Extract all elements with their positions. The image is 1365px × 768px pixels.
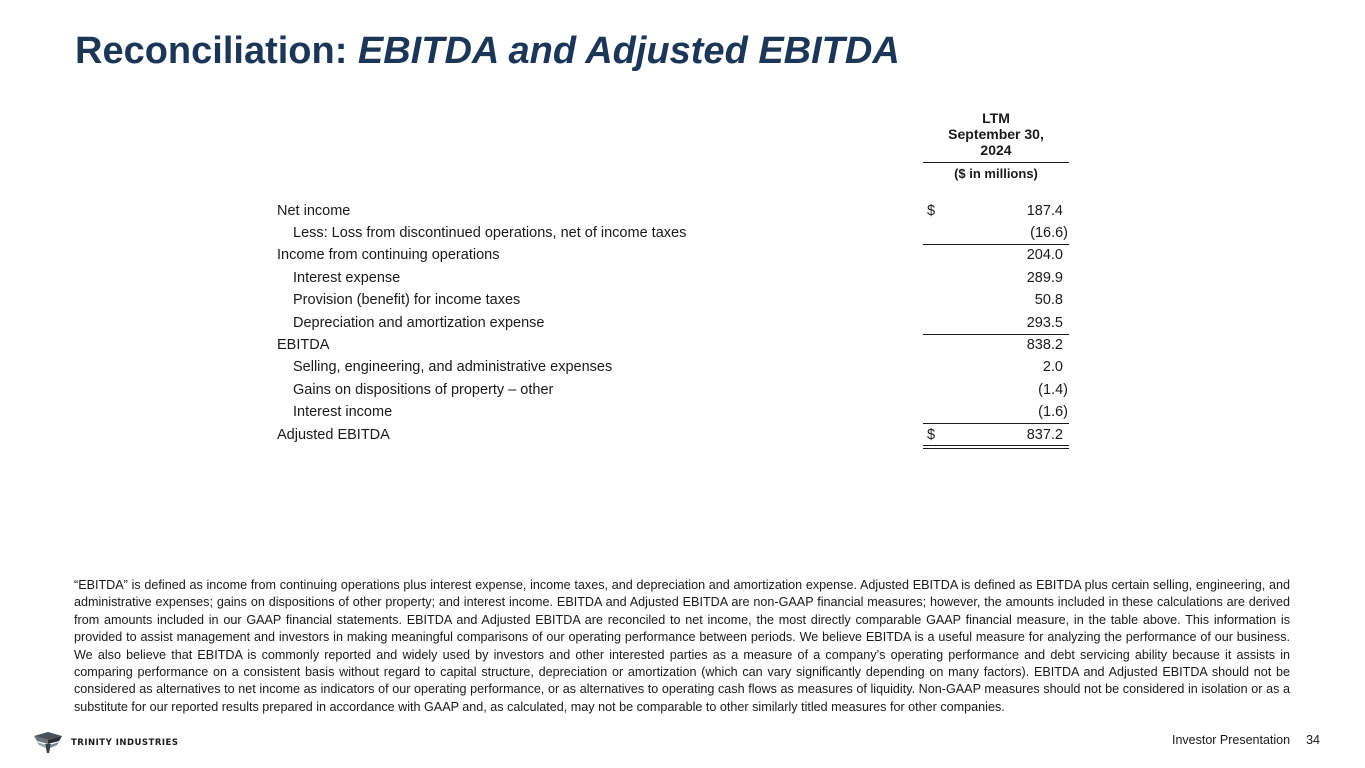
row-value: 204.0	[1026, 247, 1063, 263]
row-value: 289.9	[1026, 270, 1063, 286]
company-logo	[33, 732, 179, 754]
row-label: Interest income	[293, 404, 393, 420]
row-value: 293.5	[1026, 315, 1063, 331]
table-row-gains-dispositions	[0, 380, 1365, 402]
row-value: (16.6)	[1030, 225, 1068, 241]
row-value: 837.2	[1026, 427, 1063, 443]
table-row-interest-expense	[0, 268, 1365, 290]
page-title	[75, 30, 900, 73]
currency-symbol: $	[927, 427, 936, 443]
row-value: 838.2	[1026, 337, 1063, 353]
row-value: (1.4)	[1038, 382, 1068, 398]
column-header-units: ($ in millions)	[954, 166, 1038, 181]
row-value: 2.0	[1042, 359, 1063, 375]
subtotal-rule	[923, 423, 1069, 424]
table-row-sea-expenses	[0, 357, 1365, 379]
column-header-rule	[923, 162, 1069, 163]
row-label: Adjusted EBITDA	[277, 427, 390, 443]
table-row-net-income	[0, 201, 1365, 223]
table-row-interest-income	[0, 402, 1365, 424]
row-value: 50.8	[1034, 292, 1063, 308]
row-label: Less: Loss from discontinued operations, net of income taxes	[293, 225, 687, 241]
ebitda-definition-footnote: “EBITDA” is defined as income from continuing operations plus interest expense, income taxes, and depreciation and amortization expense. Adjusted EBITDA is defined as EBITDA plus certain selling, engineering, and administrative expenses; gains on dispositions of other property; and interest income. EBITDA and Adjusted EBITDA are non-GAAP financial measures; however, the amounts included in these calculations are derived from amounts included in our GAAP financial statements. EBITDA and Adjusted EBITDA are reconciled to net income, the most directly comparable GAAP financial measure, in the table above. This information is provided to assist management and investors in making meaningful comparisons of our operating performance between periods. We believe EBITDA is a useful measure for analyzing the performance of our business. We also believe that EBITDA is commonly reported and widely used by investors and other interested parties as a measure of a company’s operating performance and debt servicing ability because it assists in comparing performance on a consistent basis without regard to capital structure, depreciation or amortization (which can vary significantly depending on many factors). EBITDA and Adjusted EBITDA should not be considered as alternatives to net income as indicators of our operating performance, or as alternatives to operating cash flows as measures of liquidity. Non-GAAP measures should not be considered in isolation or as a substitute for our reported results prepared in accordance with GAAP and, as calculated, may not be comparable to other similarly titled measures for other companies.	[74, 578, 1290, 714]
logo-wordmark: TRINITY INDUSTRIES	[71, 738, 179, 748]
column-header	[923, 110, 1069, 181]
table-row-income-taxes	[0, 290, 1365, 312]
table-row-ebitda	[0, 335, 1365, 357]
table-row-discontinued-ops	[0, 223, 1365, 245]
table-row-adjusted-ebitda	[0, 425, 1365, 447]
column-header-date: September 30,	[948, 126, 1044, 142]
row-label: Income from continuing operations	[277, 247, 500, 263]
row-value: 187.4	[1026, 203, 1063, 219]
table-row-continuing-ops	[0, 245, 1365, 267]
currency-symbol: $	[927, 203, 936, 219]
trinity-logo-icon	[33, 732, 63, 754]
title-emphasis: EBITDA and Adjusted EBITDA	[357, 30, 900, 72]
row-label: Depreciation and amortization expense	[293, 315, 545, 331]
column-header-period: LTM	[982, 110, 1010, 126]
total-double-rule	[923, 445, 1069, 449]
row-label: Provision (benefit) for income taxes	[293, 292, 521, 308]
row-label: Net income	[277, 203, 351, 219]
row-value: (1.6)	[1038, 404, 1068, 420]
table-row-depreciation	[0, 313, 1365, 335]
page-number: 34	[1306, 733, 1320, 747]
row-label: Interest expense	[293, 270, 401, 286]
column-header-year: 2024	[980, 142, 1012, 158]
footer	[1172, 733, 1320, 747]
row-label: Selling, engineering, and administrative expenses	[293, 359, 613, 375]
row-label: EBITDA	[277, 337, 330, 353]
title-main: Reconciliation:	[75, 30, 358, 72]
row-label: Gains on dispositions of property – other	[293, 382, 554, 398]
footer-section-label: Investor Presentation	[1171, 733, 1291, 747]
